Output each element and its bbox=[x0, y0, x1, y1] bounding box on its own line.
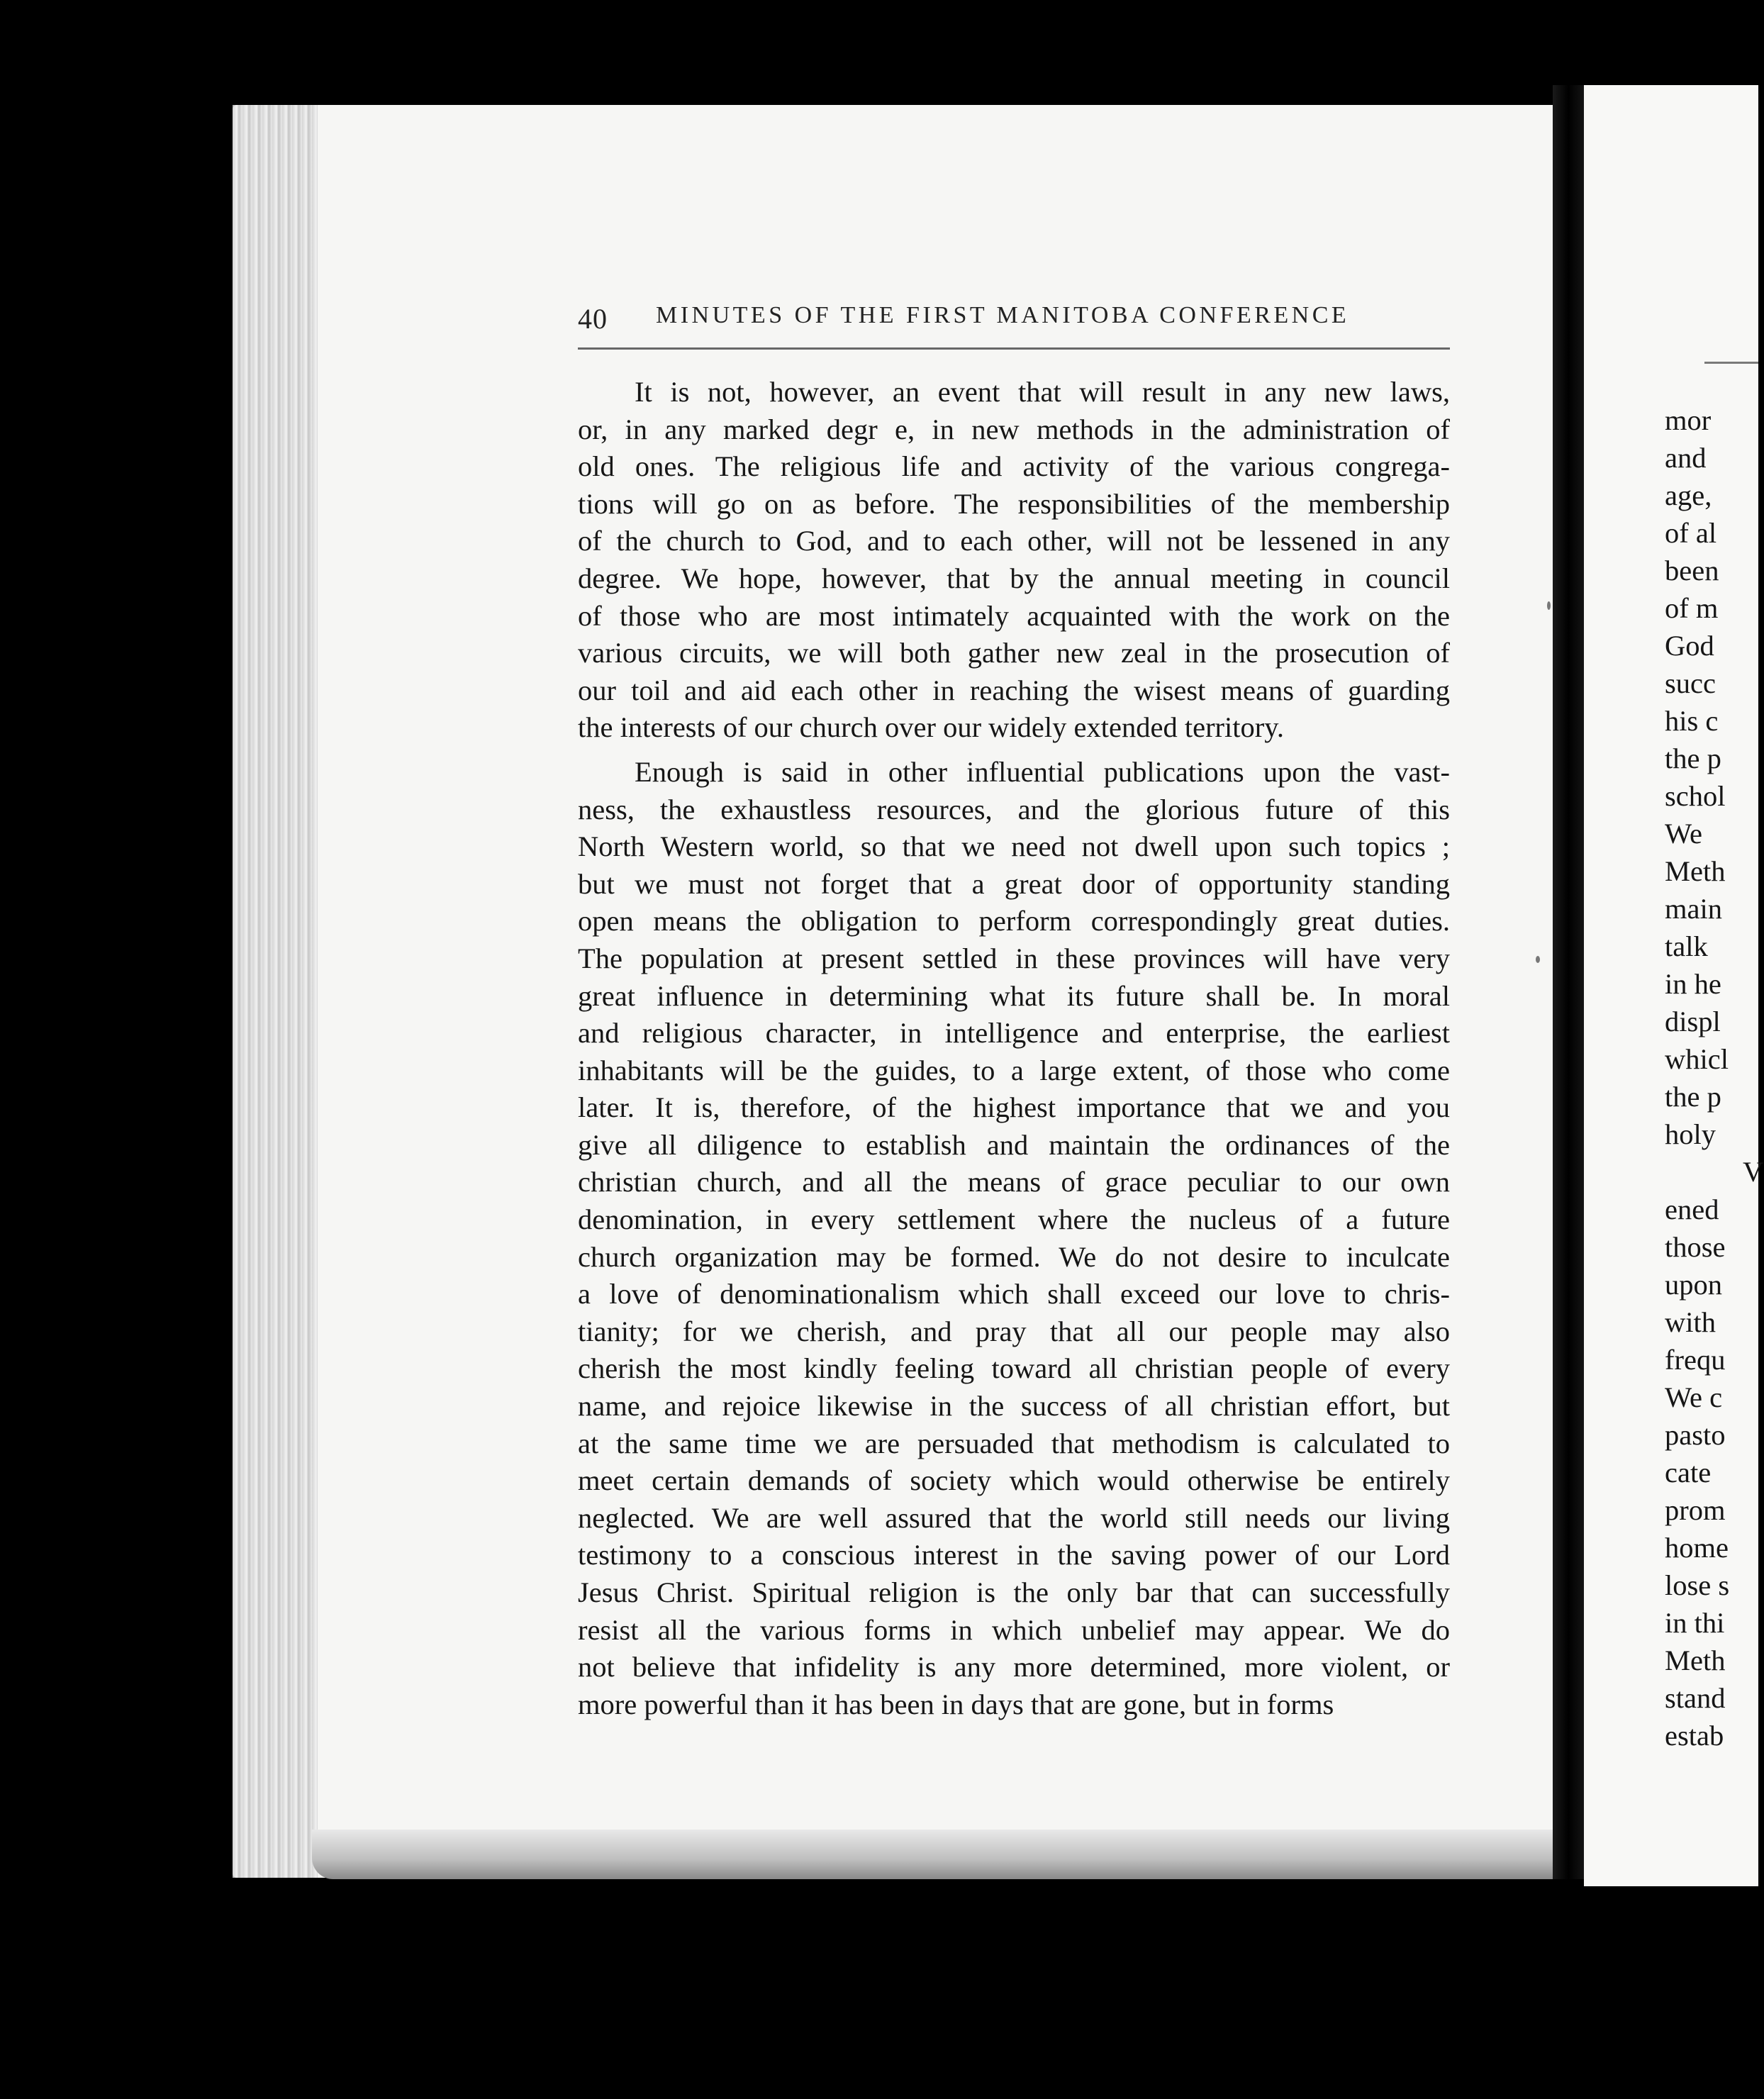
text-line: our toil and aid each other in reaching the wisest means of guarding bbox=[578, 674, 1450, 706]
dust-speck bbox=[1547, 601, 1551, 610]
facing-line-fragment: We c bbox=[1665, 1381, 1723, 1413]
text-line: of those who are most intimately acquainted with the work on the bbox=[578, 599, 1450, 632]
text-line: meet certain demands of society which would otherwise be entirely bbox=[578, 1464, 1450, 1497]
page-bottom-edge bbox=[312, 1830, 1567, 1879]
text-line: Enough is said in other influential publications upon the vast- bbox=[635, 755, 1450, 788]
text-line: testimony to a conscious interest in the saving power of our Lord bbox=[578, 1539, 1450, 1571]
facing-line-fragment: upon bbox=[1665, 1269, 1722, 1301]
facing-line-fragment: age, bbox=[1665, 479, 1712, 511]
dust-speck bbox=[1536, 956, 1540, 963]
facing-line-fragment: the p bbox=[1665, 1081, 1721, 1113]
facing-line-fragment: prom bbox=[1665, 1494, 1726, 1526]
text-line: It is not, however, an event that will result in any new laws, bbox=[635, 376, 1450, 408]
facing-line-fragment: succ bbox=[1665, 667, 1716, 699]
facing-line-fragment: We bbox=[1665, 818, 1702, 850]
facing-line-fragment: of al bbox=[1665, 517, 1717, 549]
text-line: not believe that infidelity is any more determined, more violent, or bbox=[578, 1651, 1450, 1683]
facing-line-fragment: schol bbox=[1665, 780, 1726, 812]
facing-line-fragment: cate bbox=[1665, 1457, 1712, 1488]
text-line: The population at present settled in these provinces will have very bbox=[578, 942, 1450, 974]
text-line: and religious character, in intelligence and enterprise, the earliest bbox=[578, 1017, 1450, 1050]
text-line: give all diligence to establish and maintain the ordinances of the bbox=[578, 1128, 1450, 1161]
facing-page-rule bbox=[1704, 362, 1758, 364]
text-line: church organization may be formed. We do not desire to inculcate bbox=[578, 1240, 1450, 1273]
facing-line-fragment: V bbox=[1743, 1156, 1764, 1188]
text-line: North Western world, so that we need not dwell upon such topics ; bbox=[578, 830, 1450, 863]
facing-line-fragment: in thi bbox=[1665, 1607, 1725, 1639]
facing-line-fragment: Meth bbox=[1665, 1644, 1726, 1676]
text-line: old ones. The religious life and activity of the various congrega- bbox=[578, 450, 1450, 483]
running-title: MINUTES OF THE FIRST MANITOBA CONFERENCE bbox=[656, 302, 1350, 328]
facing-line-fragment: frequ bbox=[1665, 1344, 1726, 1376]
text-line: degree. We hope, however, that by the annual meeting in council bbox=[578, 562, 1450, 594]
text-line: neglected. We are well assured that the world still needs our living bbox=[578, 1501, 1450, 1534]
facing-line-fragment: ened bbox=[1665, 1193, 1719, 1225]
text-line: at the same time we are persuaded that methodism is calculated to bbox=[578, 1427, 1450, 1459]
facing-line-fragment: God bbox=[1665, 630, 1714, 662]
facing-line-fragment: mor bbox=[1665, 404, 1712, 436]
text-line: resist all the various forms in which unbelief may appear. We do bbox=[578, 1613, 1450, 1646]
facing-line-fragment: in he bbox=[1665, 968, 1721, 1000]
book-gutter bbox=[1553, 85, 1584, 1879]
text-line: great influence in determining what its future shall be. In moral bbox=[578, 979, 1450, 1012]
text-line: christian church, and all the means of grace peculiar to our own bbox=[578, 1166, 1450, 1198]
page-content bbox=[578, 298, 1450, 1730]
facing-line-fragment: the p bbox=[1665, 742, 1721, 774]
text-line: a love of denominationalism which shall exceed our love to chris- bbox=[578, 1278, 1450, 1310]
page-edges bbox=[233, 105, 318, 1878]
text-line: Jesus Christ. Spiritual religion is the only bar that can successfully bbox=[578, 1576, 1450, 1608]
text-line: or, in any marked degr e, in new methods in the administration of bbox=[578, 413, 1450, 445]
facing-line-fragment: lose s bbox=[1665, 1569, 1730, 1601]
text-line: ness, the exhaustless resources, and the glorious future of this bbox=[578, 793, 1450, 825]
header-rule bbox=[578, 347, 1450, 350]
page-number: 40 bbox=[578, 303, 608, 335]
facing-line-fragment: those bbox=[1665, 1231, 1726, 1263]
facing-line-fragment: stand bbox=[1665, 1682, 1726, 1714]
facing-line-fragment: with bbox=[1665, 1306, 1716, 1338]
text-line: name, and rejoice likewise in the success of all christian effort, but bbox=[578, 1390, 1450, 1422]
text-line: tions will go on as before. The responsibilities of the membership bbox=[578, 487, 1450, 520]
facing-line-fragment: displ bbox=[1665, 1006, 1721, 1037]
text-line: open means the obligation to perform correspondingly great duties. bbox=[578, 905, 1450, 937]
facing-line-fragment: main bbox=[1665, 893, 1722, 925]
text-line: the interests of our church over our widely extended territory. bbox=[578, 711, 1285, 744]
text-line: various circuits, we will both gather new zeal in the prosecution of bbox=[578, 637, 1450, 669]
text-line: cherish the most kindly feeling toward all christian people of every bbox=[578, 1352, 1450, 1385]
facing-line-fragment: his c bbox=[1665, 705, 1719, 737]
facing-line-fragment: estab bbox=[1665, 1720, 1724, 1752]
text-line: but we must not forget that a great door of opportunity standing bbox=[578, 867, 1450, 900]
facing-page-text bbox=[1665, 401, 1764, 1754]
text-line: of the church to God, and to each other, will not be lessened in any bbox=[578, 525, 1450, 557]
facing-line-fragment: Meth bbox=[1665, 855, 1726, 887]
running-head bbox=[578, 298, 1450, 347]
facing-line-fragment: holy bbox=[1665, 1118, 1716, 1150]
facing-line-fragment: been bbox=[1665, 555, 1719, 586]
text-line: denomination, in every settlement where the nucleus of a future bbox=[578, 1203, 1450, 1236]
text-line: more powerful than it has been in days that are gone, but in forms bbox=[578, 1688, 1334, 1720]
text-line: tianity; for we cherish, and pray that all our people may also bbox=[578, 1315, 1450, 1347]
text-line: later. It is, therefore, of the highest importance that we and you bbox=[578, 1091, 1450, 1124]
facing-line-fragment: of m bbox=[1665, 592, 1719, 624]
facing-line-fragment: pasto bbox=[1665, 1419, 1726, 1451]
paragraph-2 bbox=[578, 754, 1450, 1723]
facing-line-fragment: home bbox=[1665, 1532, 1729, 1564]
facing-line-fragment: and bbox=[1665, 442, 1707, 474]
text-line: inhabitants will be the guides, to a large extent, of those who come bbox=[578, 1054, 1450, 1086]
facing-line-fragment: talk bbox=[1665, 930, 1708, 962]
facing-line-fragment: whicl bbox=[1665, 1043, 1729, 1075]
paragraph-1 bbox=[578, 374, 1450, 747]
